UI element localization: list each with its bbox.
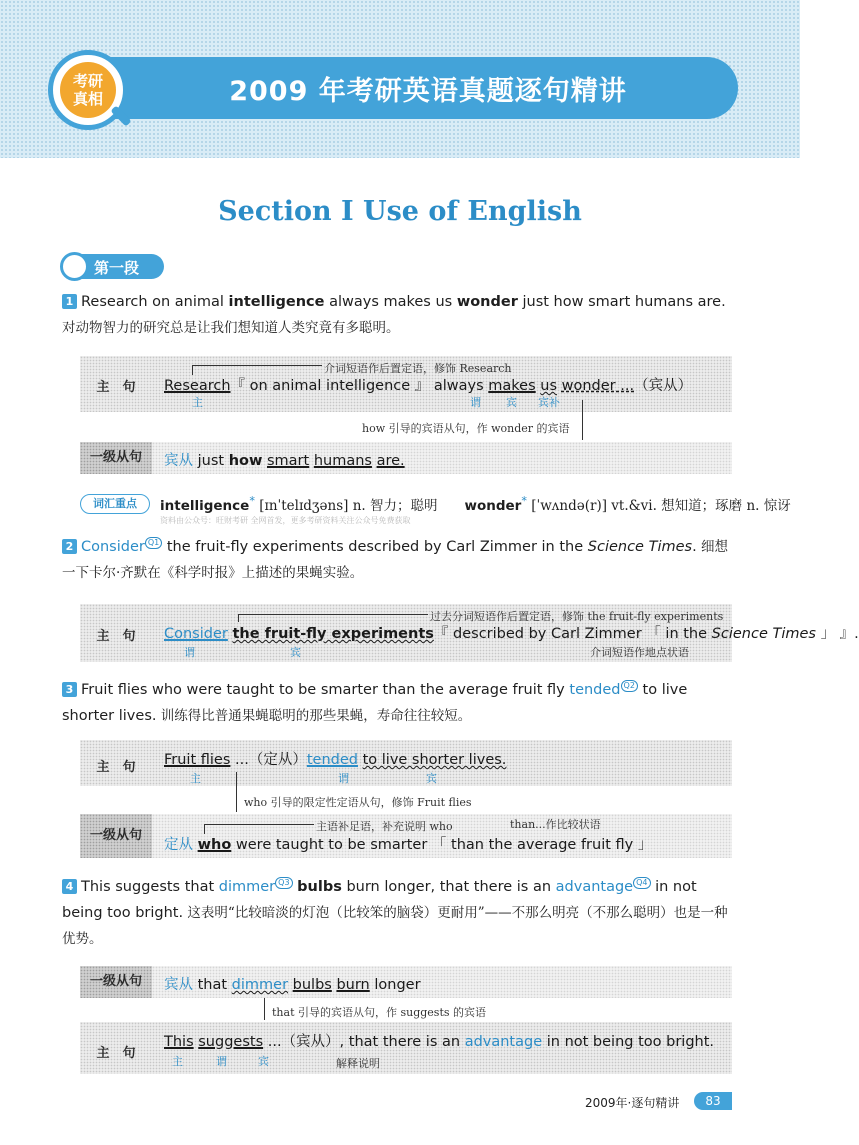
annotation: 过去分词短语作后置定语，修饰 the fruit-fly experiments [430, 610, 724, 623]
page-title: 2009 年考研英语真题逐句精讲 [229, 75, 627, 107]
key-word: tended [569, 682, 621, 698]
sentence-text: in not being too bright. [62, 879, 697, 921]
analysis-box-main [80, 356, 732, 412]
role-label: 谓 [184, 646, 195, 659]
annotation-line [204, 824, 205, 834]
title-pill [78, 57, 738, 119]
sentence-text: the fruit-fly experiments described by Carl Zimmer in the [162, 539, 588, 555]
subject-word: Research [164, 378, 231, 394]
role-label: 谓 [216, 1055, 227, 1068]
paragraph-tag [62, 254, 164, 279]
predicate-word: tended [306, 752, 358, 768]
predicate-word: burn [336, 977, 370, 993]
annotation-arrow [236, 772, 237, 812]
question-marker: Q4 [633, 877, 650, 889]
sentence-text: Fruit flies who were taught to be smarter than the average fruit fly [81, 682, 570, 698]
annotation: 主语补足语，补充说明 who [316, 820, 453, 833]
structure-text: just [193, 453, 229, 469]
sentence-text: Research on animal [81, 294, 229, 310]
key-word: dimmer [231, 977, 289, 993]
role-label: 谓 [470, 396, 481, 409]
sentence-number: 2 [62, 539, 77, 554]
sentence-structure [164, 374, 692, 395]
structure-text: longer [369, 977, 421, 993]
clause-structure [164, 449, 405, 470]
section-title: Section Ⅰ Use of English [218, 196, 582, 227]
object-word: to live shorter lives. [362, 752, 507, 768]
annotation: 介词短语作后置定语，修饰 Research [324, 362, 512, 375]
role-label: 宾 [258, 1055, 269, 1068]
row-label: 主 句 [96, 760, 136, 775]
vocab-definition: [ɪnˈtelɪdʒəns] n. 智力；聪明 [254, 498, 438, 514]
row-label: 一级从句 [80, 442, 152, 474]
sentence-2 [62, 534, 738, 586]
structure-text: were taught to be smarter 「 than the average fruit fly 」 [231, 837, 653, 853]
clause-tag: 宾从 [164, 977, 193, 993]
footer-text: 2009年·逐句精讲 [585, 1096, 680, 1110]
predicate-word: Consider [164, 626, 228, 642]
analysis-box-clause [80, 814, 732, 858]
annotation-line [238, 614, 428, 615]
star-icon: * [521, 494, 527, 508]
vocab-word: wonder [464, 498, 522, 514]
object-word: us [540, 378, 558, 394]
clause-structure [164, 973, 421, 994]
role-label: 主 [172, 1055, 183, 1068]
logo [60, 62, 116, 118]
clause-tag: 宾从 [164, 453, 193, 469]
annotation-line [192, 365, 322, 366]
subject-word: Fruit flies [164, 752, 231, 768]
key-word: advantage [555, 879, 634, 895]
logo-magnifier-icon [48, 50, 128, 130]
annotation: than...作比较状语 [510, 818, 601, 831]
annotation-arrow [264, 998, 265, 1020]
sentence-text: This suggests that [81, 879, 219, 895]
object-word: the fruit-fly experiments [232, 626, 434, 642]
subject-word: bulbs [292, 977, 332, 993]
role-label: 宾补 [538, 396, 560, 409]
sentence-translation: 训练得比普通果蝇聪明的那些果蝇，寿命往往较短。 [156, 708, 472, 724]
structure-text: 『 on animal intelligence 』 always [230, 378, 489, 394]
structure-text: ...（定从） [230, 752, 307, 768]
sentence-number: 1 [62, 294, 77, 309]
question-marker: Q2 [621, 680, 638, 692]
sentence-3 [62, 677, 738, 729]
analysis-box-main [80, 604, 859, 662]
analysis-box-main [80, 1022, 732, 1074]
sentence-text: burn longer, that there is an [341, 879, 556, 895]
role-label: 宾 [426, 772, 437, 785]
sentence-structure [164, 1030, 714, 1051]
sentence-text: just how smart humans are. [517, 294, 726, 310]
role-label: 谓 [338, 772, 349, 785]
key-word: dimmer [218, 879, 276, 895]
analysis-box-clause [80, 442, 732, 474]
sentence-structure [164, 748, 506, 769]
annotation: 介词短语作地点状语 [590, 646, 689, 659]
structure-text: 『 described by Carl Zimmer 「 in the [433, 626, 712, 642]
structure-word: are. [376, 453, 405, 469]
role-label: 宾 [290, 646, 301, 659]
logo-line2: 真相 [72, 90, 103, 108]
structure-text: in not being too bright. [542, 1034, 715, 1050]
annotation-line [192, 365, 193, 375]
role-label: 宾 [506, 396, 517, 409]
row-label: 一级从句 [80, 814, 152, 858]
row-label: 主 句 [96, 629, 136, 644]
annotation: 解释说明 [336, 1057, 380, 1070]
analysis-box-clause [80, 966, 732, 998]
subject-word: This [164, 1034, 194, 1050]
structure-text: 」 』. [815, 626, 859, 642]
sentence-number: 3 [62, 682, 77, 697]
structure-word: smart [266, 453, 310, 469]
annotation-arrow [582, 400, 583, 440]
role-label: 主 [192, 396, 203, 409]
key-word: advantage [464, 1034, 543, 1050]
analysis-box-main [80, 740, 732, 786]
sentence-text: to live shorter lives. [62, 682, 688, 724]
sentence-1 [62, 289, 738, 341]
structure-text: Science Times [711, 626, 816, 642]
annotation-line [238, 614, 239, 622]
row-label: 主 句 [96, 380, 136, 395]
role-label: 主 [190, 772, 201, 785]
vocab-tag: 词汇重点 [80, 494, 150, 514]
watermark-text: 资料由公众号：旺财考研 全网首发，更多考研资料关注公众号免费获取 [160, 516, 411, 525]
predicate-word: makes [488, 378, 536, 394]
clause-tag: 定从 [164, 837, 193, 853]
sentence-4 [62, 874, 738, 952]
paragraph-tag-label: 第一段 [94, 259, 140, 277]
question-marker: Q3 [275, 877, 292, 889]
sentence-translation: 细想一下卡尔·齐默在《科学时报》上描述的果蝇实验。 [62, 539, 728, 581]
structure-text: that [193, 977, 232, 993]
row-label: 一级从句 [80, 966, 152, 998]
page-number: 83 [694, 1092, 732, 1110]
annotation-line [204, 824, 314, 825]
sentence-structure [164, 622, 859, 643]
key-word: intelligence [228, 294, 325, 310]
sentence-text: Science Times [587, 539, 693, 555]
vocab-line [160, 494, 791, 514]
annotation: that 引导的宾语从句，作 suggests 的宾语 [272, 1006, 487, 1019]
structure-text: ...（宾从）, that there is an [263, 1034, 465, 1050]
star-icon: * [249, 494, 255, 508]
annotation: how 引导的宾语从句，作 wonder 的宾语 [362, 422, 570, 435]
predicate-word: suggests [198, 1034, 264, 1050]
key-word: Consider [81, 539, 145, 555]
structure-word: humans [313, 453, 372, 469]
key-word: wonder [456, 294, 518, 310]
annotation: who 引导的限定性定语从句，修饰 Fruit flies [244, 796, 472, 809]
key-word: bulbs [297, 879, 342, 895]
sentence-text: . [692, 539, 697, 555]
complement-word: wonder ... [561, 378, 635, 394]
sentence-number: 4 [62, 879, 77, 894]
question-marker: Q1 [145, 537, 162, 549]
row-label: 主 句 [96, 1046, 136, 1061]
connector-word: how [228, 453, 263, 469]
sentence-text: always makes us [324, 294, 457, 310]
structure-text: （宾从） [634, 378, 693, 394]
clause-structure [164, 833, 652, 854]
sentence-translation: 这表明“比较暗淡的灯泡（比较笨的脑袋）更耐用”——不那么明亮（不那么聪明）也是一种优势。 [62, 905, 728, 947]
magnifier-icon [60, 252, 89, 281]
logo-line1: 考研 [72, 72, 103, 90]
vocab-definition: [ˈwʌndə(r)] vt.&vi. 想知道；琢磨 n. 惊讶 [526, 498, 791, 514]
sentence-translation: 对动物智力的研究总是让我们想知道人类究竟有多聪明。 [62, 320, 400, 336]
connector-word: who [197, 837, 232, 853]
vocab-word: intelligence [160, 498, 250, 514]
